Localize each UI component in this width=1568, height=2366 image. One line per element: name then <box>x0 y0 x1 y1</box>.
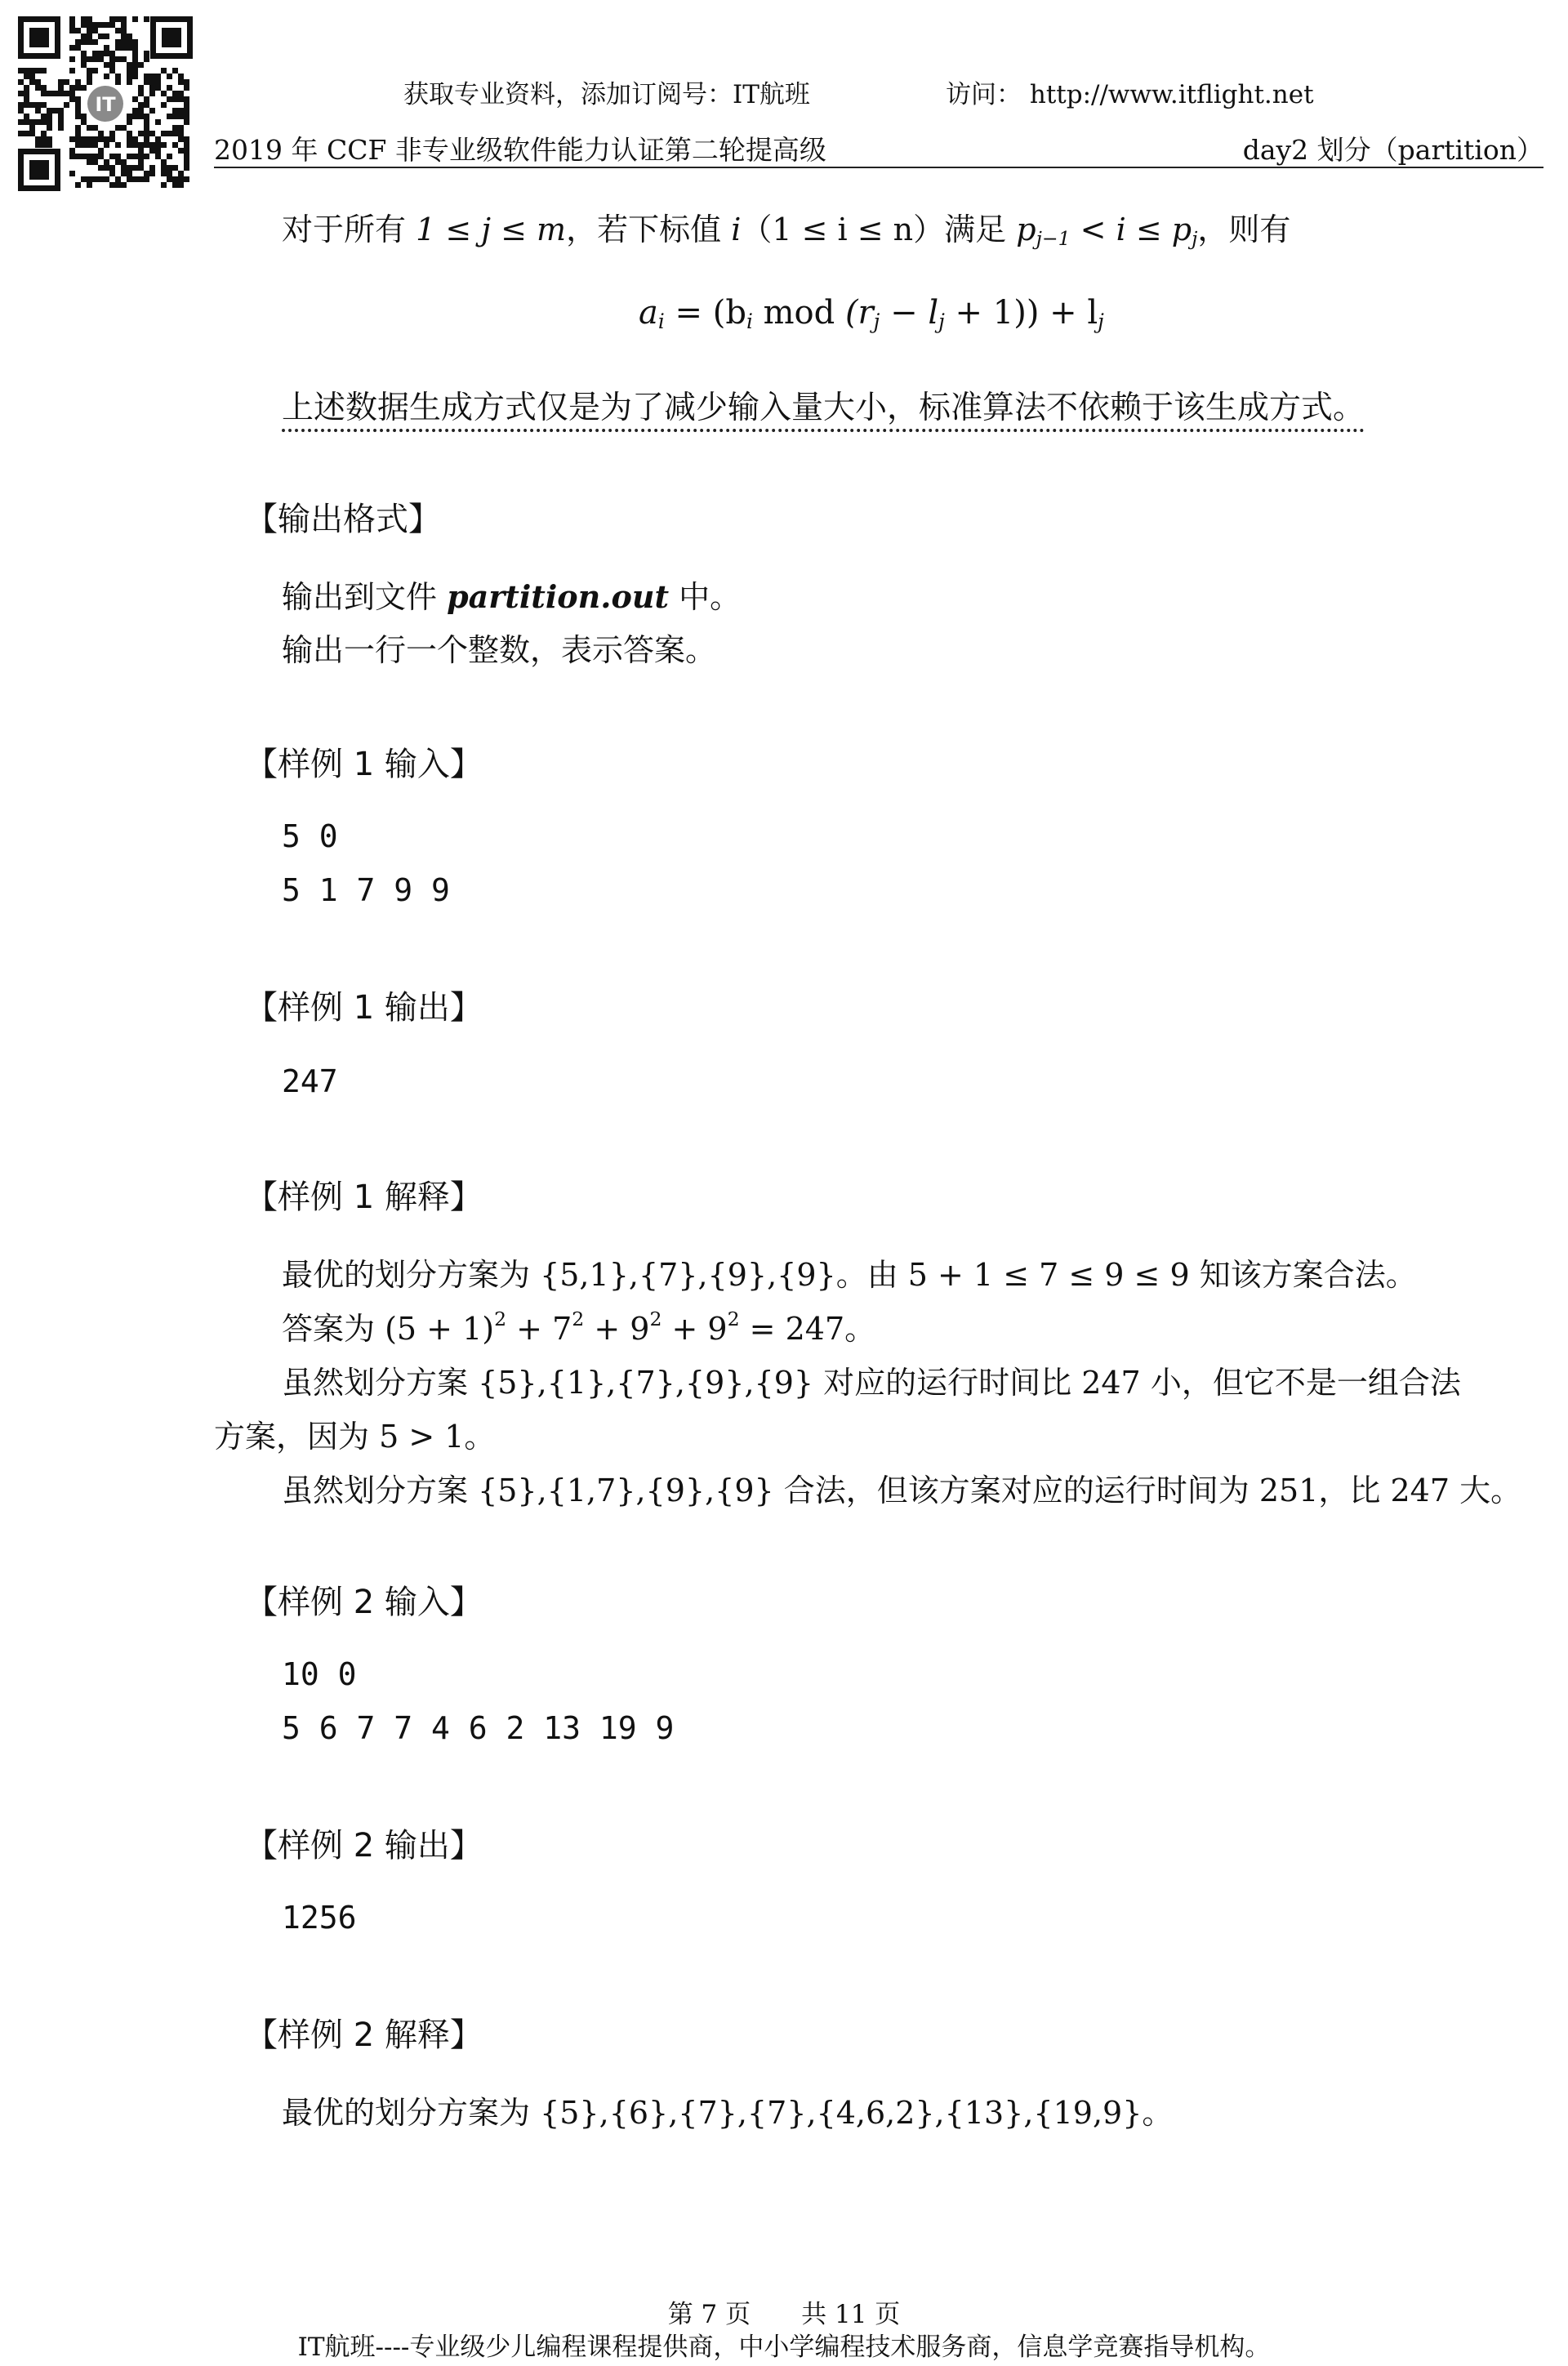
header-day: day2 划分（partition） <box>1242 134 1544 166</box>
header-ad-left: 获取专业资料，添加订阅号：IT航班 <box>403 80 810 109</box>
condition-line <box>282 204 1290 249</box>
emphasis-note: 上述数据生成方式仅是为了减少输入量大小，标准算法不依赖于该生成方式。 <box>282 390 1365 426</box>
header-title: 2019 年 CCF 非专业级软件能力认证第二轮提高级 <box>214 134 826 166</box>
text: ，则有 <box>1197 212 1291 247</box>
output-format-line1: 输出到文件 partition.out 中。 <box>282 578 742 615</box>
section-title-output-format: 【输出格式】 <box>245 501 441 538</box>
sample1-input-line1: 5 0 <box>282 818 338 854</box>
sample1-explain-line4: 方案，因为 5 > 1。 <box>214 1419 496 1455</box>
output-format-line2: 输出一行一个整数，表示答案。 <box>282 632 717 668</box>
section-title-sample1-explain: 【样例 1 解释】 <box>245 1179 483 1216</box>
section-title-sample2-output: 【样例 2 输出】 <box>245 1827 483 1865</box>
math-i: i <box>731 212 742 247</box>
sample1-explain-line1: 最优的划分方案为 {5,1},{7},{9},{9}。由 5 + 1 ≤ 7 ≤ 9 ≤ 9 知该方案合法。 <box>282 1257 1417 1293</box>
text: 对于所有 <box>282 212 416 247</box>
sample1-input-line2: 5 1 7 9 9 <box>282 872 450 908</box>
section-title-sample2-input: 【样例 2 输入】 <box>245 1584 483 1621</box>
section-title-sample2-explain: 【样例 2 解释】 <box>245 2016 483 2054</box>
text: 满足 <box>944 212 1017 247</box>
text: ，若下标值 <box>566 212 732 247</box>
sample1-explain-line2: 答案为 $(5 + 1)^2 + 7^2 + 9^2 + 9^2 = 247$。 <box>282 1308 876 1347</box>
qr-code <box>15 13 196 194</box>
output-filename: partition.out <box>447 578 670 615</box>
sample1-explain-line5: 虽然划分方案 {5},{1,7},{9},{9} 合法，但该方案对应的运行时间为 251，比 247 大。 <box>282 1473 1522 1508</box>
section-title-sample1-output: 【样例 1 输出】 <box>245 989 483 1027</box>
math-range-j: 1 ≤ j ≤ m <box>416 212 567 247</box>
sample1-output-value: 247 <box>282 1063 338 1099</box>
sample2-input-line2: 5 6 7 7 4 6 2 13 19 9 <box>282 1710 675 1746</box>
math-condition: $p_{j-1} < i \le p_j$ <box>1016 212 1198 250</box>
header-rule <box>214 167 1544 168</box>
header-ad-right: 访问： http://www.itflight.net <box>946 80 1314 109</box>
sample2-explain-line1: 最优的划分方案为 {5},{6},{7},{7},{4,6,2},{13},{19,9}。 <box>282 2095 1174 2131</box>
footer-page-number: 第 7 页 共 11 页 <box>667 2300 901 2329</box>
footer-tagline: IT航班----专业级少儿编程课程提供商，中小学编程技术服务商，信息学竞赛指导机构。 <box>297 2333 1271 2362</box>
qr-code-graphic <box>15 13 196 194</box>
formula: $a_i = (b_i$ mod $(r_j - l_j + 1)) + l_j$ <box>639 294 1104 334</box>
sample2-input-line1: 10 0 <box>282 1656 357 1692</box>
qr-logo-text: IT <box>95 93 116 116</box>
section-title-sample1-input: 【样例 1 输入】 <box>245 746 483 783</box>
sample1-explain-line3: 虽然划分方案 {5},{1},{7},{9},{9} 对应的运行时间比 247 小，但它不是一组合法 <box>282 1365 1461 1401</box>
math-range-i: （1 ≤ i ≤ n） <box>741 212 945 247</box>
sample2-output-value: 1256 <box>282 1900 357 1936</box>
